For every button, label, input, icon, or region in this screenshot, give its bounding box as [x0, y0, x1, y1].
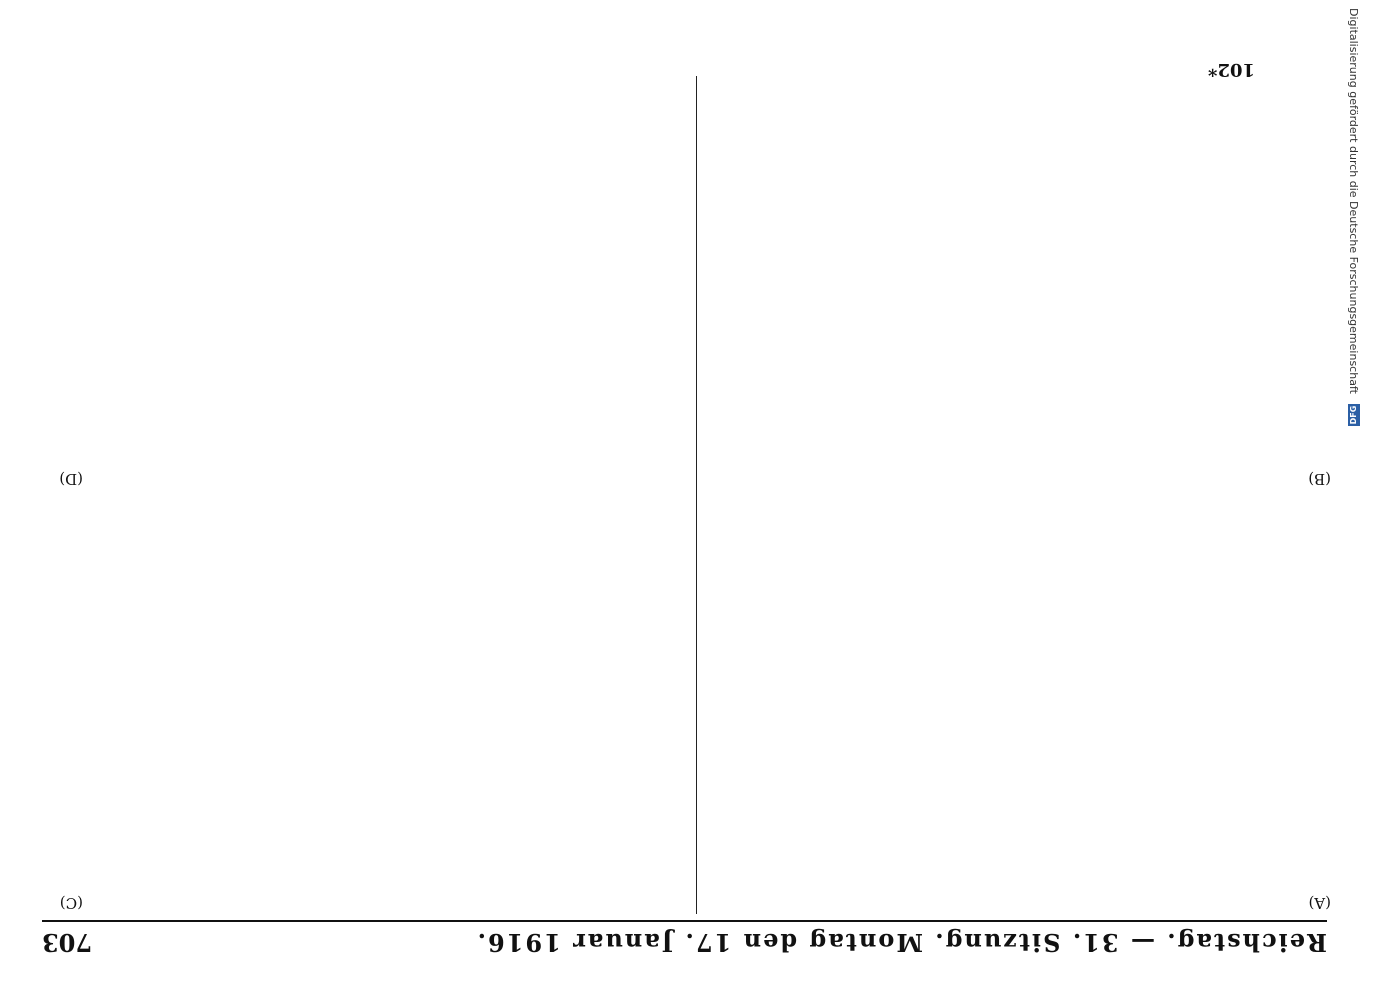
credit-text: Digitalisierung gefördert durch die Deutsche Forschungsgemeinschaft [1347, 8, 1361, 394]
running-head [42, 928, 1327, 958]
margin-letter-a: (A) [1308, 894, 1331, 912]
header-rule [42, 920, 1327, 922]
running-head-title: Reichstag. — 31. Sitzung. Montag den 17. Januar 1916. [475, 928, 1327, 957]
page-number: 703 [42, 928, 93, 957]
margin-letter-d: (D) [59, 470, 83, 488]
signature-mark: 102* [1208, 59, 1255, 80]
dfg-logo: DFG [1349, 405, 1358, 425]
margin-letter-c: (C) [59, 894, 83, 912]
left-column [724, 76, 1307, 914]
column-divider [696, 76, 697, 914]
right-column [71, 76, 671, 914]
margin-letter-b: (B) [1308, 470, 1331, 488]
